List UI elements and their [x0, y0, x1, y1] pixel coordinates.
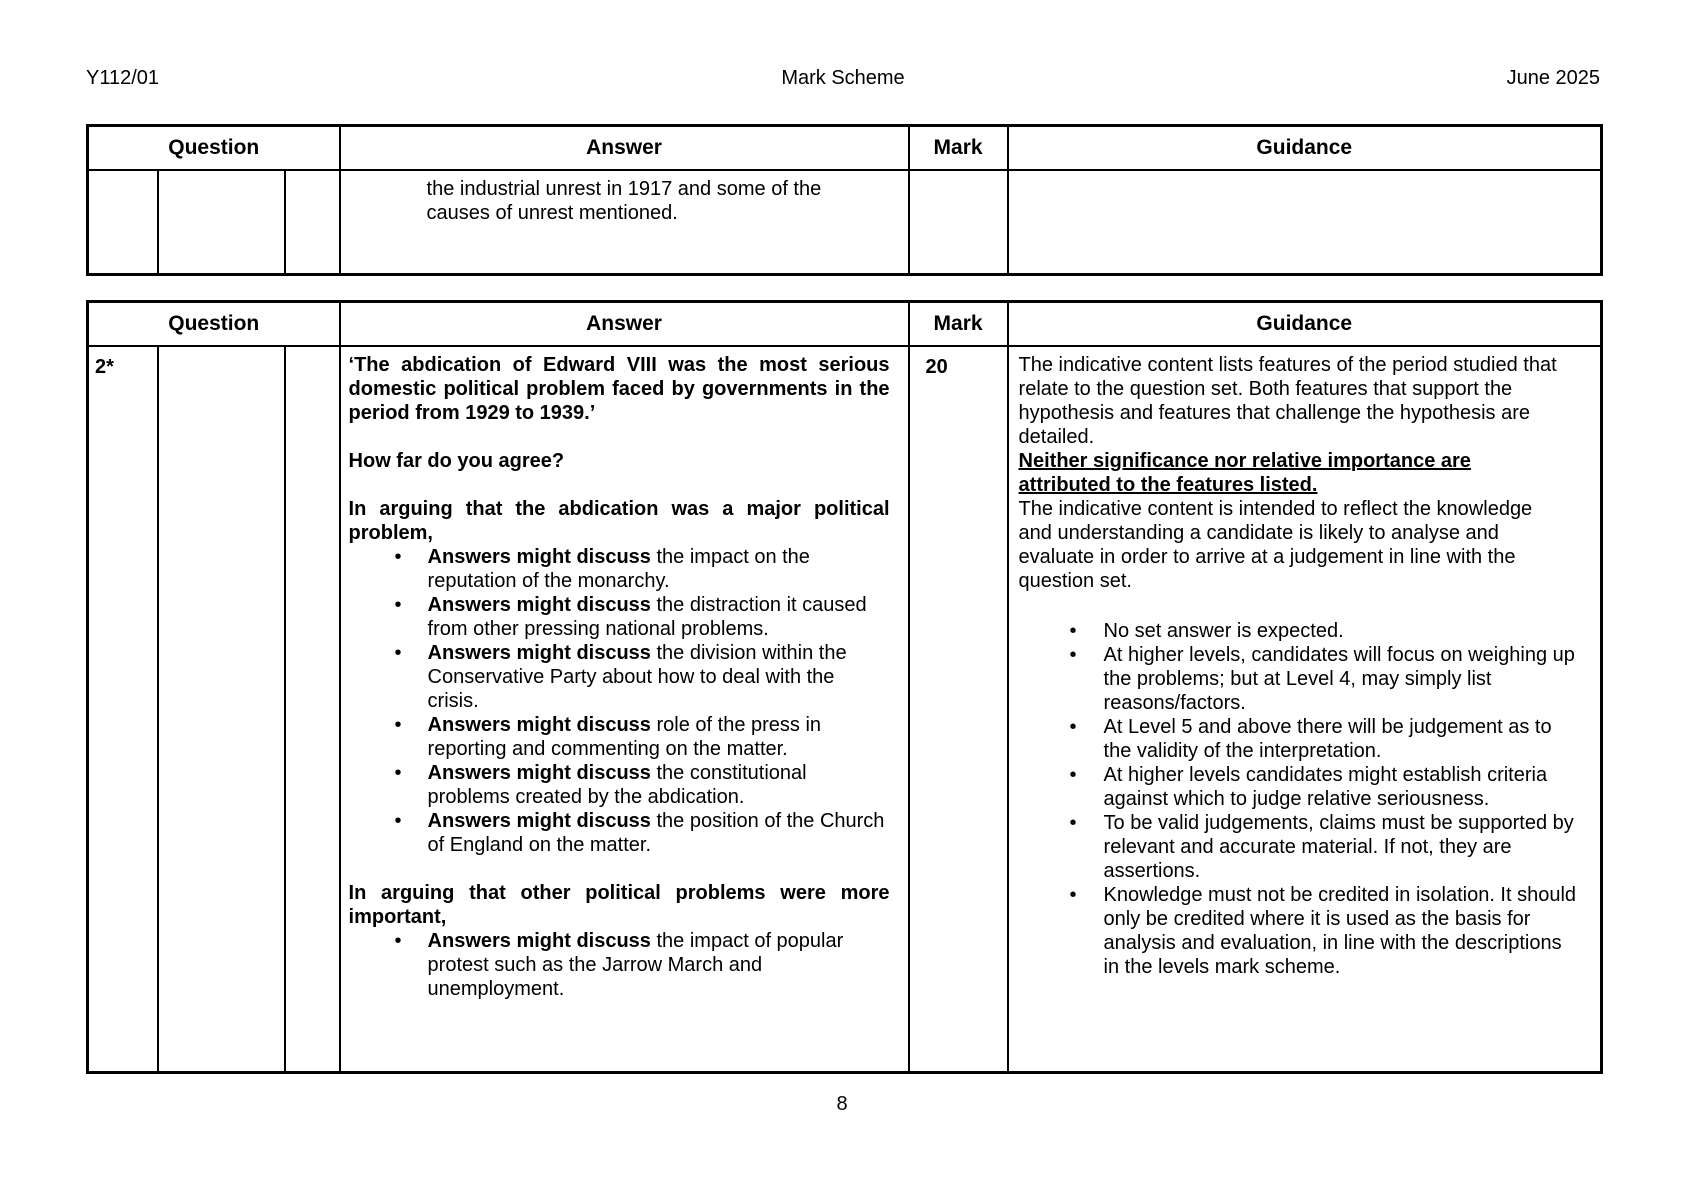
answer-bullet-list-1	[349, 545, 890, 857]
bullet-item: • Answers might discuss the division within the Conservative Party about how to deal with the crisis.	[428, 641, 890, 713]
bullet-item: • Answers might discuss the constitutional problems created by the abdication.	[428, 761, 890, 809]
question-subpart-cell	[285, 170, 340, 275]
question-part-cell	[158, 170, 285, 275]
bullet-item: • Answers might discuss the impact of popular protest such as the Jarrow March and unemployment.	[428, 929, 890, 1001]
question-subpart-cell	[285, 346, 340, 1073]
question-prompt: How far do you agree?	[348, 450, 565, 472]
mark-cell	[909, 170, 1008, 275]
mark-column-header: Mark	[909, 302, 1008, 347]
guidance-emphasis: Neither significance nor relative importance are attributed to the features listed.	[1018, 450, 1471, 496]
question-column-header: Question	[88, 126, 340, 171]
question-number-cell	[88, 170, 158, 275]
mark-scheme-table-question-2	[86, 300, 1603, 1074]
document-title: Mark Scheme	[781, 67, 905, 89]
bullet-item: • At higher levels candidates might establish criteria against which to judge relative seriousness.	[1104, 763, 1577, 811]
bullet-item: • Answers might discuss the position of the Church of England on the matter.	[428, 809, 890, 857]
answer-continuation-text: the industrial unrest in 1917 and some of the causes of unrest mentioned.	[426, 178, 822, 224]
paper-code: Y112/01	[86, 67, 160, 89]
table-header-row	[88, 302, 1602, 347]
guidance-cell	[1008, 170, 1602, 275]
guidance-cell	[1008, 346, 1602, 1073]
mark-column-header: Mark	[909, 126, 1008, 171]
bullet-item: • Answers might discuss the impact on the reputation of the monarchy.	[428, 545, 890, 593]
bullet-item: • Answers might discuss the distraction it caused from other pressing national problems.	[428, 593, 890, 641]
table-header-row	[88, 126, 1602, 171]
mark-cell: 20	[909, 346, 1008, 1073]
session-date: June 2025	[1506, 67, 1601, 89]
question-number-cell: 2*	[88, 346, 158, 1073]
answer-section-heading-1: In arguing that the abdication was a major political problem,	[348, 498, 890, 544]
bullet-item: • Knowledge must not be credited in isolation. It should only be credited where it is used as the basis for analysis and evaluation, in line with the descriptions in the levels mark scheme.	[1104, 883, 1577, 979]
bullet-item: • No set answer is expected.	[1104, 619, 1577, 643]
guidance-column-header: Guidance	[1008, 302, 1602, 347]
guidance-bullet-list	[1019, 619, 1591, 979]
question-part-cell	[158, 346, 285, 1073]
guidance-paragraph-2: The indicative content is intended to reflect the knowledge and understanding a candidate is likely to analyse and evaluate in order to arrive at a judgement in line with the question set.	[1018, 498, 1533, 592]
question-quote: ‘The abdication of Edward VIII was the most serious domestic political problem faced by governments in the period from 1929 to 1939.’	[348, 354, 890, 424]
answer-section-heading-2: In arguing that other political problems were more important,	[348, 882, 890, 928]
document-header	[86, 66, 1600, 90]
bullet-item: • At Level 5 and above there will be judgement as to the validity of the interpretation.	[1104, 715, 1577, 763]
answer-bullet-list-2	[349, 929, 890, 1001]
bullet-item: • To be valid judgements, claims must be supported by relevant and accurate material. If not, they are assertions.	[1104, 811, 1577, 883]
answer-column-header: Answer	[340, 126, 909, 171]
answer-cell	[340, 346, 909, 1073]
bullet-item: • At higher levels, candidates will focus on weighing up the problems; but at Level 4, may simply list reasons/factors.	[1104, 643, 1577, 715]
table-row	[88, 346, 1602, 1073]
question-column-header: Question	[88, 302, 340, 347]
mark-scheme-table-continuation	[86, 124, 1603, 276]
bullet-item: • Answers might discuss role of the press in reporting and commenting on the matter.	[428, 713, 890, 761]
answer-column-header: Answer	[340, 302, 909, 347]
guidance-paragraph-1: The indicative content lists features of the period studied that relate to the question set. Both features that support the hypothesis and features that challenge the hypothesis are detailed.	[1018, 354, 1557, 448]
guidance-column-header: Guidance	[1008, 126, 1602, 171]
page-number: 8	[836, 1093, 848, 1115]
table-row	[88, 170, 1602, 275]
answer-cell	[340, 170, 909, 275]
